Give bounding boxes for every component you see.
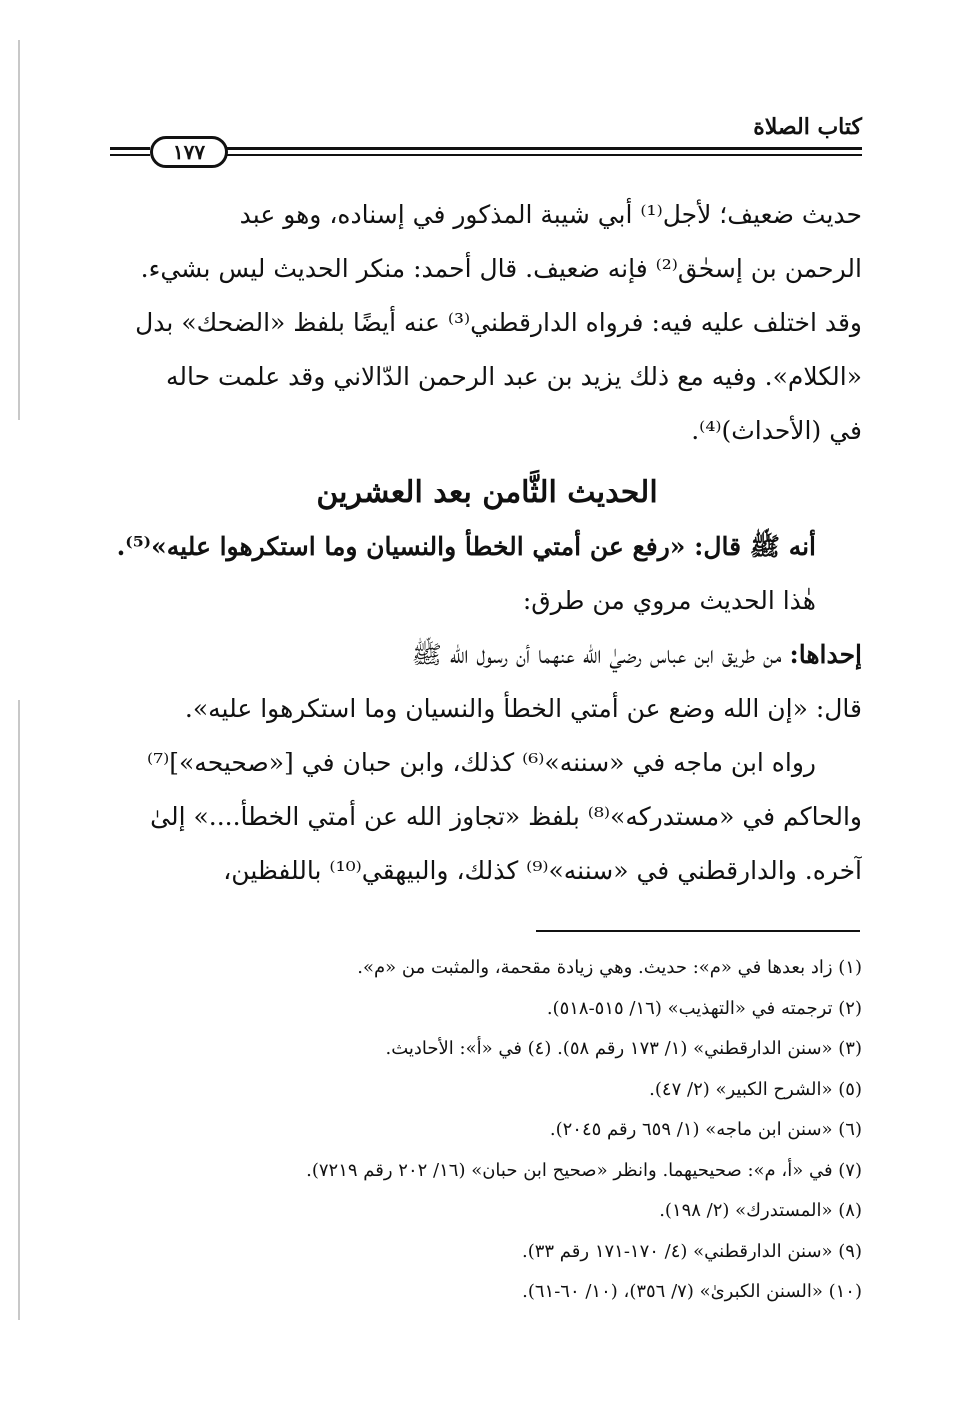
footnote: (٢) ترجمته في «التهذيب» (١٦/ ٥١٥-٥١٨).	[546, 997, 862, 1019]
route-label: إحداها:	[789, 640, 862, 669]
text-line: حديث ضعيف؛ لأجل⁽¹⁾ أبي شيبة المذكور في إسناده، وهو عبد	[239, 200, 862, 229]
first-route-line	[112, 628, 862, 682]
footnote: (٣) «سنن الدارقطني» (١/ ١٧٣ رقم ٥٨). (٤) في «أ»: الأحاديث.	[385, 1038, 862, 1059]
footnote-separator	[536, 930, 860, 932]
hadith-text: أنه ﷺ قال: «رفع عن أمتي الخطأ والنسيان وما استكرهوا عليه»⁽⁵⁾.	[116, 532, 816, 561]
text-line: آخره. والدارقطني في «سننه»⁽⁹⁾ كذلك، والبيهقي⁽¹⁰⁾ باللفظين،	[223, 856, 862, 885]
header-rule	[110, 154, 150, 156]
route-text: من طريق ابن عباس رضيٰ الله عنهما أن رسول الله ﷺ	[411, 640, 782, 669]
footnote: (١) زاد بعدها في «م»: حديث. وهي زيادة مقحمة، والمثبت من «م».	[357, 957, 862, 978]
text-line: والحاكم في «مستدركه»⁽⁸⁾ بلفظ «تجاوز الله عن أمتي الخطأ....» إلىٰ	[150, 802, 862, 831]
header-rule	[217, 154, 862, 156]
text-line: «الكلام». وفيه مع ذلك يزيد بن عبد الرحمن الدّالاني وقد علمت حاله	[165, 362, 862, 391]
footnote: (٧) في «أ، م»: صحيحيهما. وانظر «صحيح ابن حبان» (١٦/ ٢٠٢ رقم ٧٢١٩).	[306, 1159, 862, 1181]
page-number: ١٧٧	[150, 136, 228, 168]
hadith-section	[112, 520, 862, 898]
scan-margin-line	[18, 40, 20, 420]
header-rule	[110, 147, 150, 150]
footnote: (١٠) «السنن الكبرىٰ» (٧/ ٣٥٦)، (١٠/ ٦٠-٦١).	[522, 1281, 862, 1302]
text-line: في (الأحداث)⁽⁴⁾.	[691, 416, 862, 445]
footnote: (٥) «الشرح الكبير» (٢/ ٤٧).	[649, 1078, 862, 1100]
routes-intro: هٰذا الحديث مروي من طرق:	[522, 586, 816, 615]
text-line: رواه ابن ماجه في «سننه»⁽⁶⁾ كذلك، وابن حبان في [«صحيحه»]⁽⁷⁾	[146, 748, 816, 777]
chapter-title: كتاب الصلاة	[753, 114, 862, 140]
text-line: وقد اختلف عليه فيه: فرواه الدارقطني⁽³⁾ عنه أيضًا بلفظ «الضحك» بدل	[135, 308, 862, 337]
header-rule	[217, 147, 862, 150]
section-heading: الحديث الثَّامن بعد العشرين	[316, 475, 658, 510]
text-line: قال: «إن الله وضع عن أمتي الخطأ والنسيان وما استكرهوا عليه».	[184, 694, 862, 723]
paragraph-continuation	[112, 188, 862, 458]
running-header	[110, 112, 862, 162]
scan-margin-line	[18, 700, 20, 1320]
footnote: (٩) «سنن الدارقطني» (٤/ ١٧٠-١٧١ رقم ٣٣).	[521, 1240, 862, 1262]
footnote: (٨) «المستدرك» (٢/ ١٩٨).	[659, 1200, 862, 1221]
text-line: الرحمن بن إسحٰق⁽²⁾ فإنه ضعيف. قال أحمد: منكر الحديث ليس بشيء.	[140, 254, 862, 283]
footnote: (٦) «سنن ابن ماجه» (١/ ٦٥٩ رقم ٢٠٤٥).	[549, 1119, 862, 1140]
footnotes	[112, 948, 862, 1313]
